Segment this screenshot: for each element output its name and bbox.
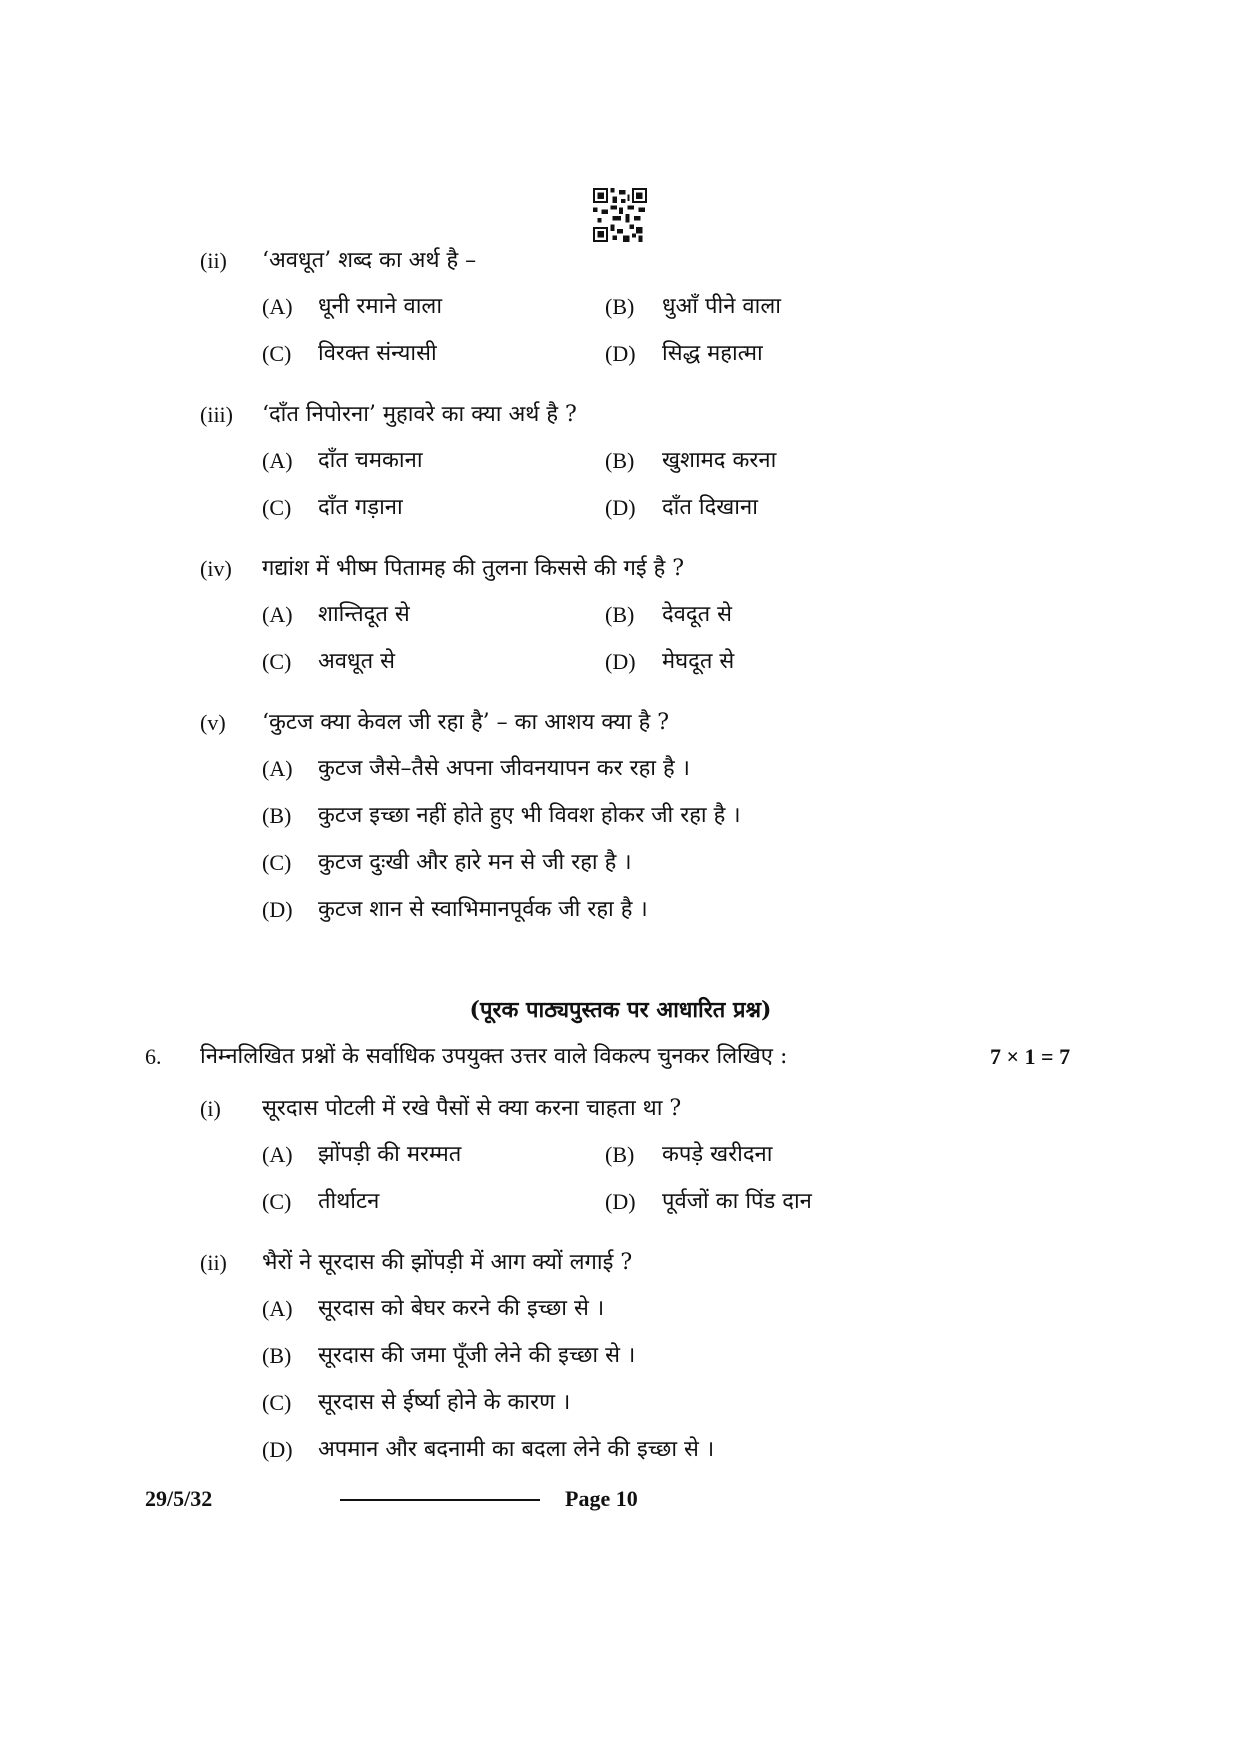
option-text: शान्तिदूत से	[318, 602, 410, 627]
option-text: दाँत दिखाना	[662, 495, 758, 520]
option-label: (A)	[262, 1142, 293, 1167]
page-number: Page 10	[565, 1486, 638, 1511]
option-text: पूर्वजों का पिंड दान	[662, 1189, 812, 1214]
option-text: कुटज जैसे–तैसे अपना जीवनयापन कर रहा है ।	[318, 756, 691, 781]
option-text: देवदूत से	[662, 602, 733, 627]
option-text: सिद्ध महात्मा	[662, 341, 763, 366]
option-label: (A)	[262, 602, 293, 627]
option-text: कपड़े खरीदना	[662, 1142, 773, 1167]
option-label: (C)	[262, 1189, 292, 1214]
option-label: (C)	[262, 649, 292, 674]
option-label: (A)	[262, 756, 293, 781]
option-text: विरक्त संन्यासी	[318, 341, 437, 366]
part-number: (ii)	[200, 248, 227, 273]
footer-rule	[340, 1499, 540, 1501]
option-text: सूरदास की जमा पूँजी लेने की इच्छा से ।	[318, 1343, 636, 1368]
option-text: सूरदास से ईर्ष्या होने के कारण ।	[318, 1390, 571, 1415]
option-label: (B)	[605, 1142, 635, 1167]
option-label: (C)	[262, 495, 292, 520]
qr-code-icon	[593, 188, 647, 242]
option-text: मेघदूत से	[662, 649, 735, 674]
option-text: धुआँ पीने वाला	[662, 294, 781, 319]
option-label: (D)	[605, 649, 636, 674]
option-text: अवधूत से	[318, 649, 395, 674]
option-text: तीर्थाटन	[318, 1189, 380, 1214]
marks: 7 × 1 = 7	[990, 1044, 1071, 1069]
option-label: (B)	[262, 803, 292, 828]
option-text: कुटज इच्छा नहीं होते हुए भी विवश होकर जी रहा है ।	[318, 803, 741, 828]
part-number: (v)	[200, 710, 226, 735]
option-label: (A)	[262, 294, 293, 319]
option-text: दाँत चमकाना	[318, 448, 423, 473]
option-label: (B)	[605, 602, 635, 627]
option-label: (A)	[262, 448, 293, 473]
part-number: (i)	[200, 1096, 221, 1121]
option-label: (A)	[262, 1296, 293, 1321]
option-text: सूरदास को बेघर करने की इच्छा से ।	[318, 1296, 605, 1321]
option-label: (D)	[605, 1189, 636, 1214]
option-label: (C)	[262, 850, 292, 875]
option-text: कुटज दुःखी और हारे मन से जी रहा है ।	[318, 850, 632, 875]
section-heading: (पूरक पाठ्यपुस्तक पर आधारित प्रश्न)	[469, 997, 772, 1023]
question-text: ‘कुटज क्या केवल जी रहा है’ – का आशय क्या है ?	[262, 710, 670, 735]
option-text: झोंपड़ी की मरम्मत	[318, 1142, 462, 1167]
part-number: (ii)	[200, 1250, 227, 1275]
question-instruction: निम्नलिखित प्रश्नों के सर्वाधिक उपयुक्त उत्तर वाले विकल्प चुनकर लिखिए :	[200, 1044, 788, 1069]
option-text: अपमान और बदनामी का बदला लेने की इच्छा से ।	[318, 1437, 715, 1462]
option-label: (D)	[262, 1437, 293, 1462]
part-number: (iv)	[200, 556, 232, 581]
option-label: (B)	[605, 294, 635, 319]
question-text: भैरों ने सूरदास की झोंपड़ी में आग क्यों लगाई ?	[262, 1250, 633, 1275]
option-text: खुशामद करना	[662, 448, 777, 473]
option-label: (B)	[605, 448, 635, 473]
question-number: 6.	[145, 1044, 162, 1069]
option-text: धूनी रमाने वाला	[318, 294, 443, 319]
option-label: (C)	[262, 1390, 292, 1415]
option-text: दाँत गड़ाना	[318, 495, 403, 520]
paper-code: 29/5/32	[145, 1486, 213, 1511]
question-text: ‘अवधूत’ शब्द का अर्थ है –	[262, 248, 477, 273]
option-text: कुटज शान से स्वाभिमानपूर्वक जी रहा है ।	[318, 897, 648, 922]
question-text: गद्यांश में भीष्म पितामह की तुलना किससे की गई है ?	[262, 556, 685, 581]
question-text: ‘दाँत निपोरना’ मुहावरे का क्या अर्थ है ?	[262, 402, 577, 427]
option-label: (D)	[605, 495, 636, 520]
question-text: सूरदास पोटली में रखे पैसों से क्या करना चाहता था ?	[262, 1096, 682, 1121]
part-number: (iii)	[200, 402, 233, 427]
option-label: (D)	[605, 341, 636, 366]
option-label: (B)	[262, 1343, 292, 1368]
option-label: (C)	[262, 341, 292, 366]
option-label: (D)	[262, 897, 293, 922]
